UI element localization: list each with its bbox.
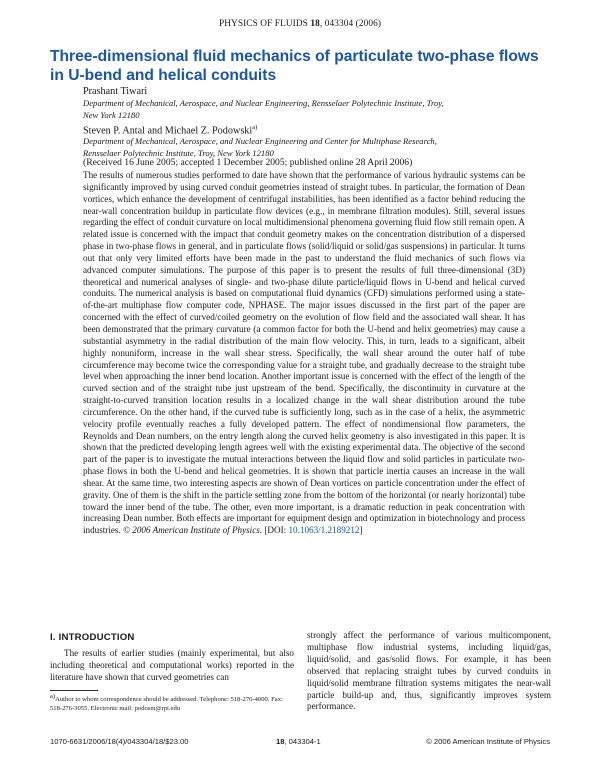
author-1-name: Prashant Tiwari — [83, 86, 148, 97]
footer-page-number — [276, 737, 321, 746]
intro-left-column: The results of earlier studies (mainly experimental, but also including theoretical and computational works) reported in the literature have shown that curved geometries can — [50, 648, 294, 682]
affiliation-line: Department of Mechanical, Aerospace, and Nuclear Engineering and Center for Multiphase Research, — [83, 136, 437, 146]
footer-issn: 1070-6631/2006/18(4)/043304/18/$23.00 — [50, 737, 189, 746]
journal-header — [0, 19, 600, 29]
affiliation-line: New York 12180 — [83, 109, 140, 120]
abstract — [83, 170, 525, 537]
abstract-text: The results of numerous studies performed to date have shown that the performance of various hydraulic systems can be significantly improved by using curved conduit geometries instead of straight tubes. In particular, the formation of Dean vortices, which enhance the development of centrifugal instabilities, has been identified as a factor behind reducing the near-wall concentration buildup in particulate flow devices (e.g., in membrane filtration modules). Still, several issues regarding the effect of conduit curvature on local multidimensional phenomena governing fluid flow still remain open. A related issue is concerned with the impact that conduit geometry makes on the concentration distribution of a dispersed phase in two-phase flows in general, and in particulate flows (solid/liquid or solid/gas suspensions) in particular. It turns out that only very limited efforts have been made in the past to understand the fluid mechanics of such flows via advanced computer simulations. The purpose of this paper is to present the results of full three-dimensional (3D) theoretical and numerical analyses of single- and two-phase dilute particle/liquid flows in U-bend and helical curved conduits. The numerical analysis is based on computational fluid dynamics (CFD) simulations performed using a state-of-the-art multiphase flow computer code, NPHASE. The major issues discussed in the first part of the paper are concerned with the effect of curved/coiled geometry on the evolution of flow field and the associated wall shear. It has been demonstrated that the primary curvature (a common factor for both the U-bend and helix geometries) may cause a substantial asymmetry in the radial distribution of the main flow velocity. This, in turn, leads to a significant, albeit highly nonuniform, increase in the wall shear stress. Specifically, the wall shear around the outer half of tube circumference may become twice the corresponding value for a straight tube, and gradually decrease to the straight tube level when approaching the inner bend location. Another important issue is concerned with the effect of the length of the curved section and of the straight tube just upstream of the bend. Specifically, the discontinuity in curvature at the straight-to-curved transition location results in a localized change in the wall shear distribution around the tube circumference. On the other hand, if the curved tube is sufficiently long, such as in the case of a helix, the asymmetric velocity profile eventually reaches a fully developed pattern. The effect of nondimensional flow parameters, the Reynolds and Dean numbers, on the entry length along the curved helix geometry is also investigated in this paper. It is shown that the predicted developing length agrees well with the existing experimental data. The objective of the second part of the paper is to investigate the mutual interactions between the liquid flow and solid particles in particulate two-phase flows in both the U-bend and helical geometries. It is shown that particle inertia causes an increase in the wall shear. At the same time, two interesting aspects are shown of Dean vortices on particle concentration under the effect of gravity. One of them is the shift in the particle settling zone from the bottom of the horizontal (or nearly horizontal) tube toward the inner bend of the tube. The other, even more important, is a dramatic reduction in peak concentration with increasing Dean number. Both effects are important for equipment design and optimization in biotechnology and process industries. — [83, 170, 525, 536]
doi-label: [DOI: — [264, 525, 289, 536]
footnote-text: Author to whom correspondence should be addressed. Telephone: 518-276-4000. Fax: 518-276-3055. Electronic mail: podosm@rpi.edu — [50, 696, 283, 713]
received-dates: (Received 16 June 2005; accepted 1 December 2005; published online 28 April 2006) — [83, 157, 413, 168]
author-2-names: Steven P. Antal and Michael Z. Podowski$^{a)}$ — [83, 124, 258, 137]
doi-close: ] — [359, 525, 363, 536]
footer-page: , 043304-1 — [284, 737, 321, 746]
abstract-copyright: © 2006 American Institute of Physics. — [123, 525, 263, 536]
intro-right-column: strongly affect the performance of various multicomponent, multiphase flow industrial systems, including liquid/gas, liquid/solid, and gas/solid flows. For example, it has been observed that replacing straight tubes by curved conduits in liquid/solid membrane filtration systems mitigates the near-wall particle build-up and, thus, significantly improves system performance. — [307, 630, 551, 712]
paper-title-line-1: Three-dimensional fluid mechanics of particulate two-phase flows — [50, 48, 539, 65]
paper-title — [50, 47, 560, 85]
author-footnote — [50, 692, 294, 713]
affiliation-line: Rensselaer Polytechnic Institute, Troy, New York 12180 — [83, 147, 274, 158]
paper-title-line-2: in U-bend and helical conduits — [50, 67, 277, 84]
journal-volume: 18 — [310, 19, 320, 29]
author-footnote-marker: a) — [252, 124, 258, 131]
author-1-affiliation — [83, 98, 533, 121]
footer-copyright: © 2006 American Institute of Physics — [426, 737, 550, 746]
footer-volume: 18 — [276, 737, 285, 746]
journal-citation: , 043304 (2006) — [319, 19, 382, 29]
footnote-marker: a) — [50, 693, 56, 700]
section-heading-introduction: I. INTRODUCTION — [50, 632, 135, 643]
author-2-affiliation — [83, 136, 533, 159]
doi-link[interactable]: 10.1063/1.2189212 — [288, 525, 360, 536]
footnote-divider — [50, 690, 98, 691]
journal-name: PHYSICS OF FLUIDS — [218, 19, 308, 29]
affiliation-line: Department of Mechanical, Aerospace, and Nuclear Engineering, Rensselaer Polytechnic Institute, Troy, — [83, 98, 444, 108]
